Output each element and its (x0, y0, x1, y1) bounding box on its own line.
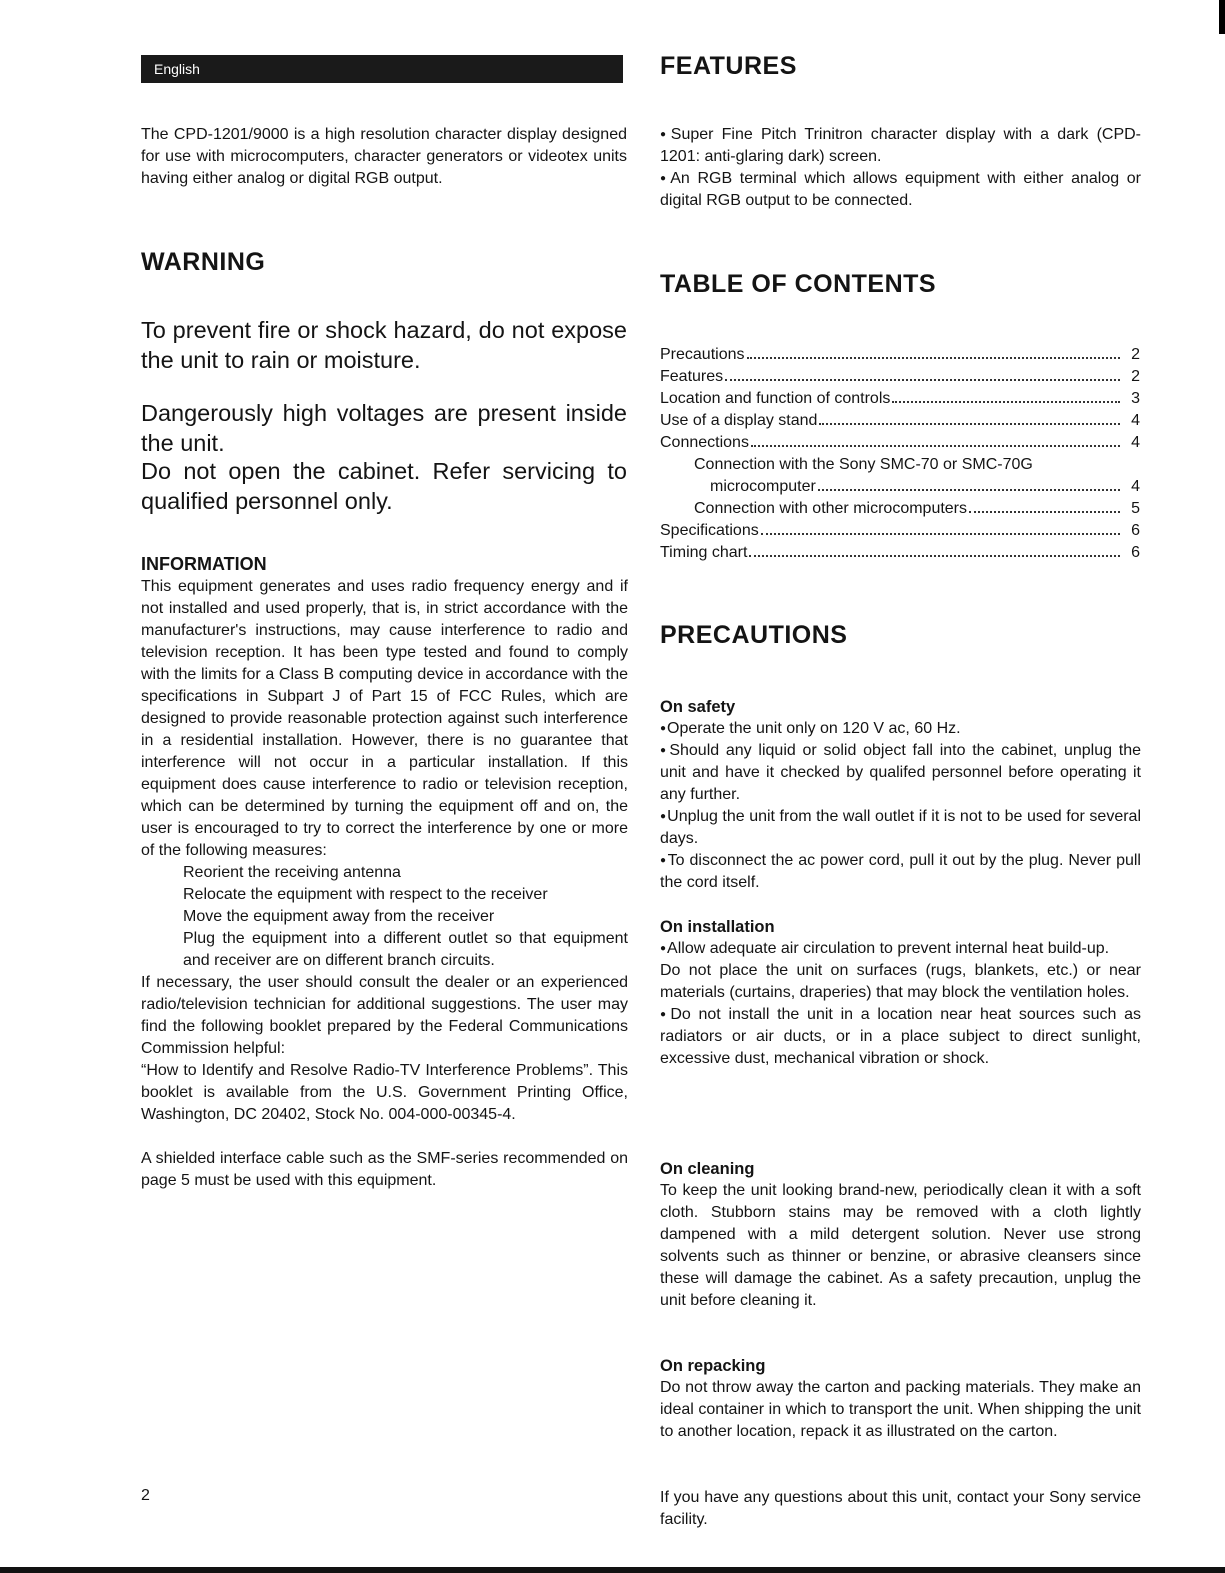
toc-entry[interactable]: Location and function of controls 3 (660, 390, 1140, 407)
information-paragraph-2: If necessary, the user should consult the dealer or an experienced radio/television technician for additional suggestions. The user may find the following booklet prepared by the Federal Communications Commission helpful: (141, 974, 628, 1057)
precautions-title: PRECAUTIONS (660, 621, 848, 649)
toc-entry[interactable]: Features 2 (660, 368, 1140, 385)
cleaning-title: On cleaning (660, 1160, 755, 1178)
list-item: ● To disconnect the ac power cord, pull it out by the plug. Never pull the cord itself. (660, 850, 1141, 894)
toc-entry[interactable]: Timing chart 6 (660, 544, 1140, 561)
list-item: ● Should any liquid or solid object fall into the cabinet, unplug the unit and have it checked by qualifed personnel before operating it any further. (660, 740, 1141, 806)
toc-entry[interactable]: Specifications 6 (660, 522, 1140, 539)
toc-entry[interactable]: Use of a display stand 4 (660, 412, 1140, 429)
list-item: ● Allow adequate air circulation to prevent internal heat build-up. (660, 938, 1141, 960)
repacking-text: Do not throw away the carton and packing materials. They make an ideal container in which to transport the unit. When shipping the unit to another location, repack it as illustrated on the carton. (660, 1379, 1141, 1440)
toc-entry[interactable]: Precautions 2 (660, 346, 1140, 363)
list-item: Relocate the equipment with respect to the receiver (183, 886, 548, 903)
toc-entry[interactable]: Connection with the Sony SMC-70 or SMC-70G (694, 456, 1033, 473)
list-item: Reorient the receiving antenna (183, 864, 401, 881)
toc-entry[interactable]: Connections 4 (660, 434, 1140, 451)
installation-text: Do not place the unit on surfaces (rugs, blankets, etc.) or near materials (curtains, draperies) that may block the ventilation holes. (660, 962, 1141, 1001)
language-tab (141, 55, 623, 83)
precautions-cleaning (660, 1158, 1141, 1312)
warning-title: WARNING (141, 248, 266, 276)
installation-title: On installation (660, 918, 775, 936)
repacking-title: On repacking (660, 1357, 766, 1375)
toc-title: TABLE OF CONTENTS (660, 270, 937, 298)
features-title: FEATURES (660, 52, 797, 80)
list-item: ● Do not install the unit in a location near heat sources such as radiators or air ducts, or in a place subject to direct sunlight, excessive dust, mechanical vibration or shock. (660, 1004, 1141, 1070)
page-number: 2 (141, 1487, 150, 1504)
safety-title: On safety (660, 698, 736, 716)
information-paragraph-3: “How to Identify and Resolve Radio-TV Interference Problems”. This booklet is available from the U.S. Government Printing Office, Washington, DC 20402, Stock No. 004-000-00345-4. (141, 1062, 628, 1123)
contact-text: If you have any questions about this unit, contact your Sony service facility. (660, 1489, 1141, 1528)
features-list (660, 124, 1141, 212)
measures-list (141, 862, 628, 972)
list-item: Plug the equipment into a different outlet so that equipment and receiver are on different branch circuits. (183, 930, 628, 969)
information-paragraph-4: A shielded interface cable such as the SMF-series recommended on page 5 must be used with this equipment. (141, 1150, 628, 1189)
list-item: Move the equipment away from the receiver (183, 908, 495, 925)
list-item: ● Unplug the unit from the wall outlet if it is not to be used for several days. (660, 806, 1141, 850)
list-item: ● Super Fine Pitch Trinitron character display with a dark (CPD-1201: anti-glaring dark) screen. (660, 124, 1141, 168)
information-paragraph-1: This equipment generates and uses radio frequency energy and if not installed and used properly, that is, in strict accordance with the manufacturer's instructions, may cause interference to radio and television reception. It has been type tested and found to comply with the limits for a Class B computing device in accordance with the specifications in Subpart J of Part 15 of FCC Rules, which are designed to provide reasonable protection against such interference in a residential installation. However, there is no guarantee that interference will not occur in a particular installation. If this equipment does cause interference to radio or television reception, which can be determined by turning the equipment off and on, the user is encouraged to try to correct the interference by one or more of the following measures: (141, 578, 628, 859)
list-item: ● Operate the unit only on 120 V ac, 60 Hz. (660, 718, 1141, 740)
toc-entry[interactable]: microcomputer 4 (710, 478, 1140, 495)
warning-text-1: To prevent fire or shock hazard, do not expose the unit to rain or moisture. (141, 317, 627, 373)
warning-text-2: Dangerously high voltages are present inside the unit. (141, 400, 627, 456)
precautions-installation (660, 916, 1141, 1070)
page-edge-mark (1219, 0, 1225, 34)
page-bottom-rule (0, 1567, 1225, 1573)
toc-entry[interactable]: Connection with other microcomputers 5 (694, 500, 1140, 517)
toc-list (660, 344, 1140, 564)
information-title: INFORMATION (141, 554, 267, 574)
language-tab-label: English (154, 61, 200, 77)
precautions-repacking (660, 1355, 1141, 1443)
information-section (141, 552, 628, 1192)
cleaning-text: To keep the unit looking brand-new, periodically clean it with a soft cloth. Stubborn stains may be removed with a cloth lightly dampened with a mild detergent solution. Never use strong solvents such as thinner or benzine, or abrasive cleansers since these will damage the cabinet. As a safety precaution, unplug the unit before cleaning it. (660, 1182, 1141, 1309)
precautions-safety (660, 696, 1141, 894)
intro-paragraph: The CPD-1201/9000 is a high resolution character display designed for use with microcomputers, character generators or videotex units having either analog or digital RGB output. (141, 126, 627, 187)
list-item: ● An RGB terminal which allows equipment with either analog or digital RGB output to be connected. (660, 168, 1141, 212)
warning-text-3: Do not open the cabinet. Refer servicing to qualified personnel only. (141, 458, 627, 514)
